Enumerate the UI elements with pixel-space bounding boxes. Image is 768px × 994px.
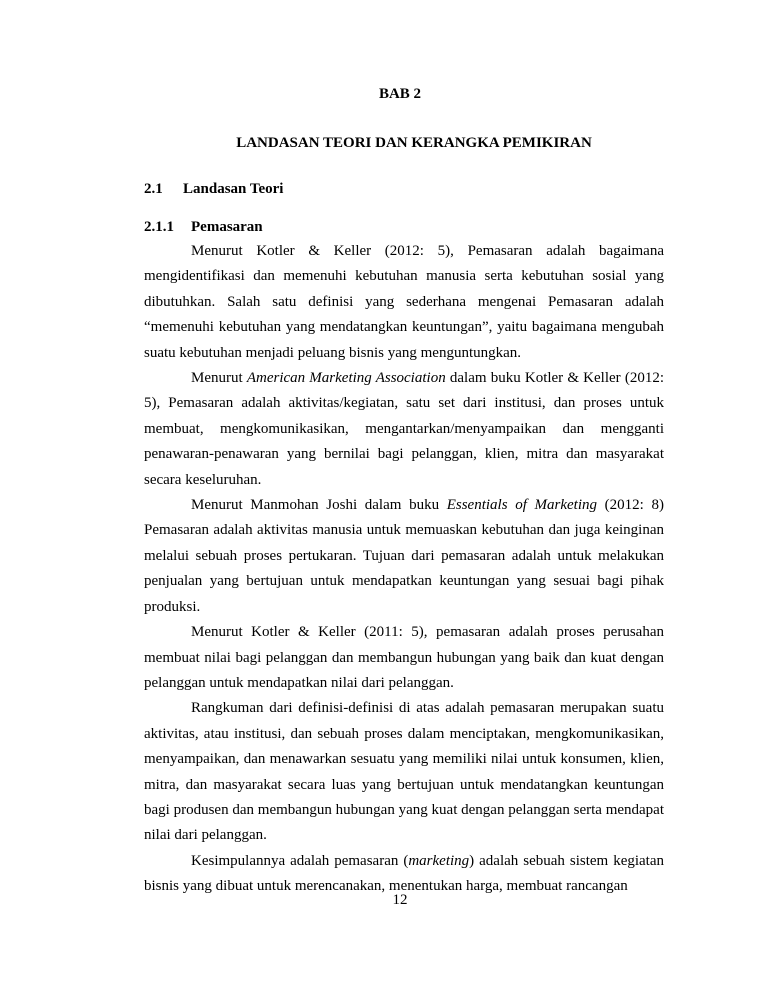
italic-term: American Marketing Association	[246, 370, 446, 387]
section-number: 2.1	[144, 181, 163, 197]
section-title: Landasan Teori	[183, 181, 284, 197]
paragraph	[144, 366, 664, 493]
subsection-title: Pemasaran	[191, 219, 263, 235]
body-text	[144, 239, 664, 900]
chapter-title: LANDASAN TEORI DAN KERANGKA PEMIKIRAN	[236, 135, 592, 151]
italic-term: Essentials of Marketing	[446, 497, 598, 514]
paragraph-text: (2012: 8) Pemasaran adalah aktivitas manusia untuk memuaskan kebutuhan dan juga keinginan melalui sebuah proses pertukaran. Tujuan dari pemasaran adalah untuk melakukan penjualan yang bertujuan untuk mendapatkan keuntungan yang sesuai bagi pihak produksi.	[144, 497, 664, 615]
paragraph-text: Kesimpulannya adalah pemasaran (	[191, 852, 409, 869]
page-number: 12	[392, 892, 408, 908]
subsection-heading	[144, 219, 263, 236]
subsection-number: 2.1.1	[144, 219, 174, 235]
paragraph: Menurut Kotler & Keller (2011: 5), pemasaran adalah proses perusahan membuat nilai bagi pelanggan dan membangun hubungan yang baik dan kuat dengan pelanggan untuk mendapatkan nilai dari pelanggan.	[144, 624, 664, 691]
paragraph-text: ) adalah sebuah sistem kegiatan bisnis yang dibuat untuk merencanakan, menentukan harga, membuat rancangan	[144, 852, 664, 895]
paragraph-text: dalam buku Kotler & Keller (2012: 5), Pemasaran adalah aktivitas/kegiatan, satu set dari institusi, dan proses untuk membuat, mengkomunikasikan, mengantarkan/menyampaikan dan mengganti penawaran-penawaran yang bernilai bagi pelanggan, klien, mitra dan masyarakat secara keseluruhan.	[144, 370, 664, 488]
paragraph-text: Menurut Manmohan Joshi dalam buku	[191, 497, 447, 514]
paragraph: Menurut Kotler & Keller (2012: 5), Pemasaran adalah bagaimana mengidentifikasi dan memenuhi kebutuhan manusia serta kebutuhan sosial yang dibutuhkan. Salah satu definisi yang sederhana mengenai Pemasaran adalah “memenuhi kebutuhan yang mendatangkan keuntungan”, yaitu bagaimana mengubah suatu kebutuhan menjadi peluang bisnis yang menguntungkan.	[144, 243, 664, 361]
paragraph: Rangkuman dari definisi-definisi di atas adalah pemasaran merupakan suatu aktivitas, atau institusi, dan sebuah proses dalam menciptakan, mengkomunikasikan, menyampaikan, dan menawarkan sesuatu yang memiliki nilai untuk konsumen, klien, mitra, dan masyarakat secara luas yang bertujuan untuk mendatangkan keuntungan bagi produsen dan membangun hubungan yang kuat dengan pelanggan serta mendapat nilai dari pelanggan.	[144, 700, 664, 844]
paragraph	[144, 493, 664, 620]
section-heading	[144, 181, 283, 198]
paragraph-text: Menurut	[191, 370, 247, 387]
italic-term: marketing	[408, 852, 470, 869]
chapter-label: BAB 2	[378, 86, 422, 102]
